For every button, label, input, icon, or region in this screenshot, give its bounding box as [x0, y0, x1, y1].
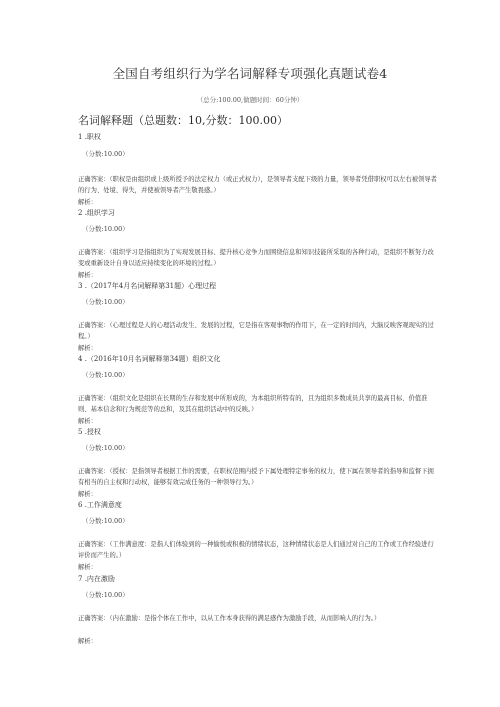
question-number: 4: [78, 355, 83, 363]
question-number: 2: [78, 209, 83, 217]
question-score: （分数:10.00）: [82, 517, 129, 525]
question-analysis: 解析：: [78, 199, 97, 206]
question-term: .职权: [84, 133, 101, 141]
question-answer: 正确答案：（组织文化是组织在长期的生存和发展中所形成的，为本组织所特有的，且为组织多数成员共享的最高目标、价值准则、基本信念和行为规范等的总和，及其在组织活动中的反映。）: [78, 395, 428, 413]
question-term: .（2016年10月名词解释第34题）组织文化: [84, 355, 221, 363]
question-score: （分数:10.00）: [82, 371, 129, 379]
question-item: [78, 208, 115, 218]
question-number: 5: [78, 428, 83, 436]
question-term: .授权: [84, 428, 101, 436]
question-score: （分数:10.00）: [82, 298, 129, 306]
question-term: .内在激励: [84, 575, 115, 583]
question-answer: 正确答案：（组织学习是指组织为了实现发展目标、提升核心竞争力而围绕信息和知识技能所采取的各种行动，是组织不断努力改变或重新设计自身以适应持续变化的环境的过程。）: [78, 249, 434, 267]
question-item: [78, 354, 221, 364]
question-term: .组织学习: [84, 209, 115, 217]
question-answer: 正确答案：（职权是由组织或上级所授予的法定权力（或正式权力），是领导者支配下级的力量，领导者凭借职权可以左右被领导者的行为、处境、得失，并使被领导者产生敬畏感。）: [78, 176, 437, 194]
question-score: （分数:10.00）: [82, 591, 129, 599]
question-number: 1: [78, 133, 83, 141]
section-heading: 名词解释题（总题数：10,分数：100.00）: [78, 114, 288, 127]
question-item: [78, 574, 115, 584]
question-term: .工作满意度: [84, 501, 122, 509]
question-analysis: 解析：: [78, 272, 97, 279]
question-score: （分数:10.00）: [82, 225, 129, 233]
question-analysis: 解析：: [78, 345, 97, 352]
document-title: 全国自考组织行为学名词解释专项强化真题试卷4: [112, 66, 388, 81]
question-score: （分数:10.00）: [82, 444, 129, 452]
question-analysis: 解析：: [78, 418, 97, 425]
question-analysis: 解析：: [78, 491, 97, 498]
question-number: 3: [78, 282, 83, 290]
question-score: （分数:10.00）: [82, 150, 129, 158]
question-item: [78, 132, 101, 142]
question-term: .（2017年4月名词解释第31题）心理过程: [84, 282, 217, 290]
question-answer: 正确答案：（内在激励：是指个体在工作中，以从工作本身获得的满足感作为激励手段，从而影响人的行为。）: [78, 615, 381, 622]
question-answer: 正确答案：（工作满意度：是指人们体验到的一种愉悦或积极的情绪状态，这种情绪状态是人们通过对自己的工作或工作经验进行评价而产生的。）: [78, 541, 434, 559]
question-item: [78, 500, 122, 510]
question-answer: 正确答案：（授权：是指领导者根据工作的需要，在职权范围内授予下属处理特定事务的权力，使下属在领导者的指导和监督下拥有相当的自主权和行动权，能够有效完成任务的一种领导行为。）: [78, 468, 434, 486]
question-analysis: 解析：: [78, 638, 97, 645]
question-answer: 正确答案：（心理过程是人的心理活动发生、发展的过程，它是指在客观事物的作用下，在一定的时间内，大脑反映客观现实的过程。）: [78, 322, 434, 340]
question-item: [78, 281, 216, 291]
question-item: [78, 427, 101, 437]
question-number: 6: [78, 501, 83, 509]
question-analysis: 解析：: [78, 564, 97, 571]
exam-meta: （总分:100.00,做题时间：60分钟）: [196, 96, 304, 104]
question-number: 7: [78, 575, 83, 583]
